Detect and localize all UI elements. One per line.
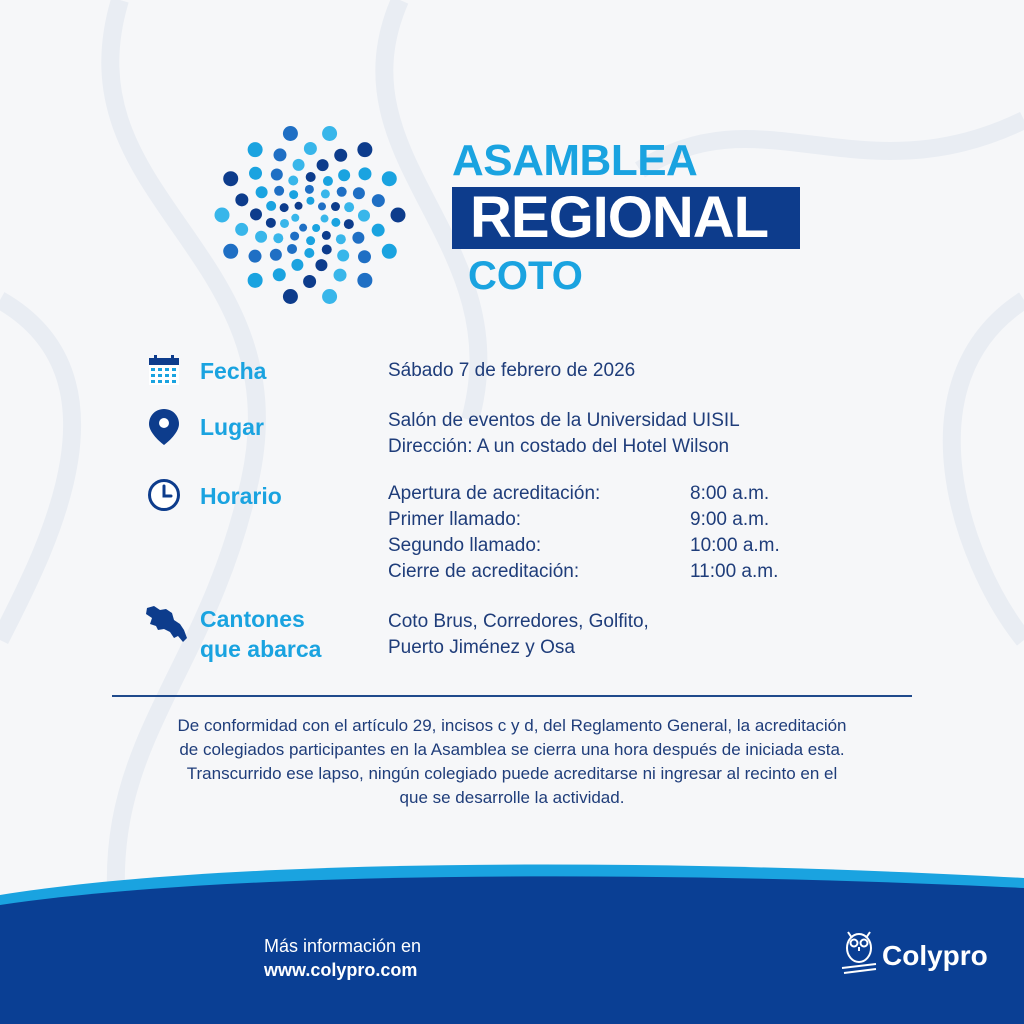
title-regional: REGIONAL xyxy=(452,187,800,249)
more-info-text: Más información en xyxy=(264,936,422,956)
cantones-line1: Coto Brus, Corredores, Golfito, xyxy=(388,611,649,632)
lugar-label: Lugar xyxy=(200,414,264,440)
schedule-item-time: 10:00 a.m. xyxy=(690,535,780,556)
notice-line: que se desarrolle la actividad. xyxy=(399,788,625,807)
fecha-label: Fecha xyxy=(200,358,267,384)
notice-line: Transcurrido ese lapso, ningún colegiado puede acreditarse ni ingresar al recinto en el xyxy=(186,764,838,783)
schedule-item-time: 9:00 a.m. xyxy=(690,509,770,530)
lugar-line2: Dirección: A un costado del Hotel Wilson xyxy=(388,436,730,457)
title-coto: COTO xyxy=(468,254,583,298)
website-link[interactable]: www.colypro.com xyxy=(264,960,418,980)
colypro-brand: Colypro xyxy=(882,940,988,971)
cantones-line2: Puerto Jiménez y Osa xyxy=(388,637,575,658)
horario-label: Horario xyxy=(200,483,282,509)
notice-line: de colegiados participantes en la Asamblea se cierra una hora después de iniciada esta. xyxy=(179,740,845,759)
notice-line: De conformidad con el artículo 29, incisos c y d, del Reglamento General, la acreditación xyxy=(177,716,847,735)
schedule-item-name: Segundo llamado: xyxy=(388,535,542,556)
more-info xyxy=(264,934,421,982)
schedule-item-time: 11:00 a.m. xyxy=(690,561,779,582)
schedule-item-time: 8:00 a.m. xyxy=(690,483,770,504)
cantones-label-line1: Cantones xyxy=(200,606,305,632)
fecha-value: Sábado 7 de febrero de 2026 xyxy=(388,360,636,381)
schedule-item-name: Cierre de acreditación: xyxy=(388,561,580,582)
schedule-item-name: Primer llamado: xyxy=(388,509,522,530)
cantones-label-line2: que abarca xyxy=(200,636,322,662)
owl-logo-icon xyxy=(838,924,880,976)
title-asamblea: ASAMBLEA xyxy=(452,136,698,185)
lugar-line1: Salón de eventos de la Universidad UISIL xyxy=(388,410,740,431)
schedule-item-name: Apertura de acreditación: xyxy=(388,483,601,504)
